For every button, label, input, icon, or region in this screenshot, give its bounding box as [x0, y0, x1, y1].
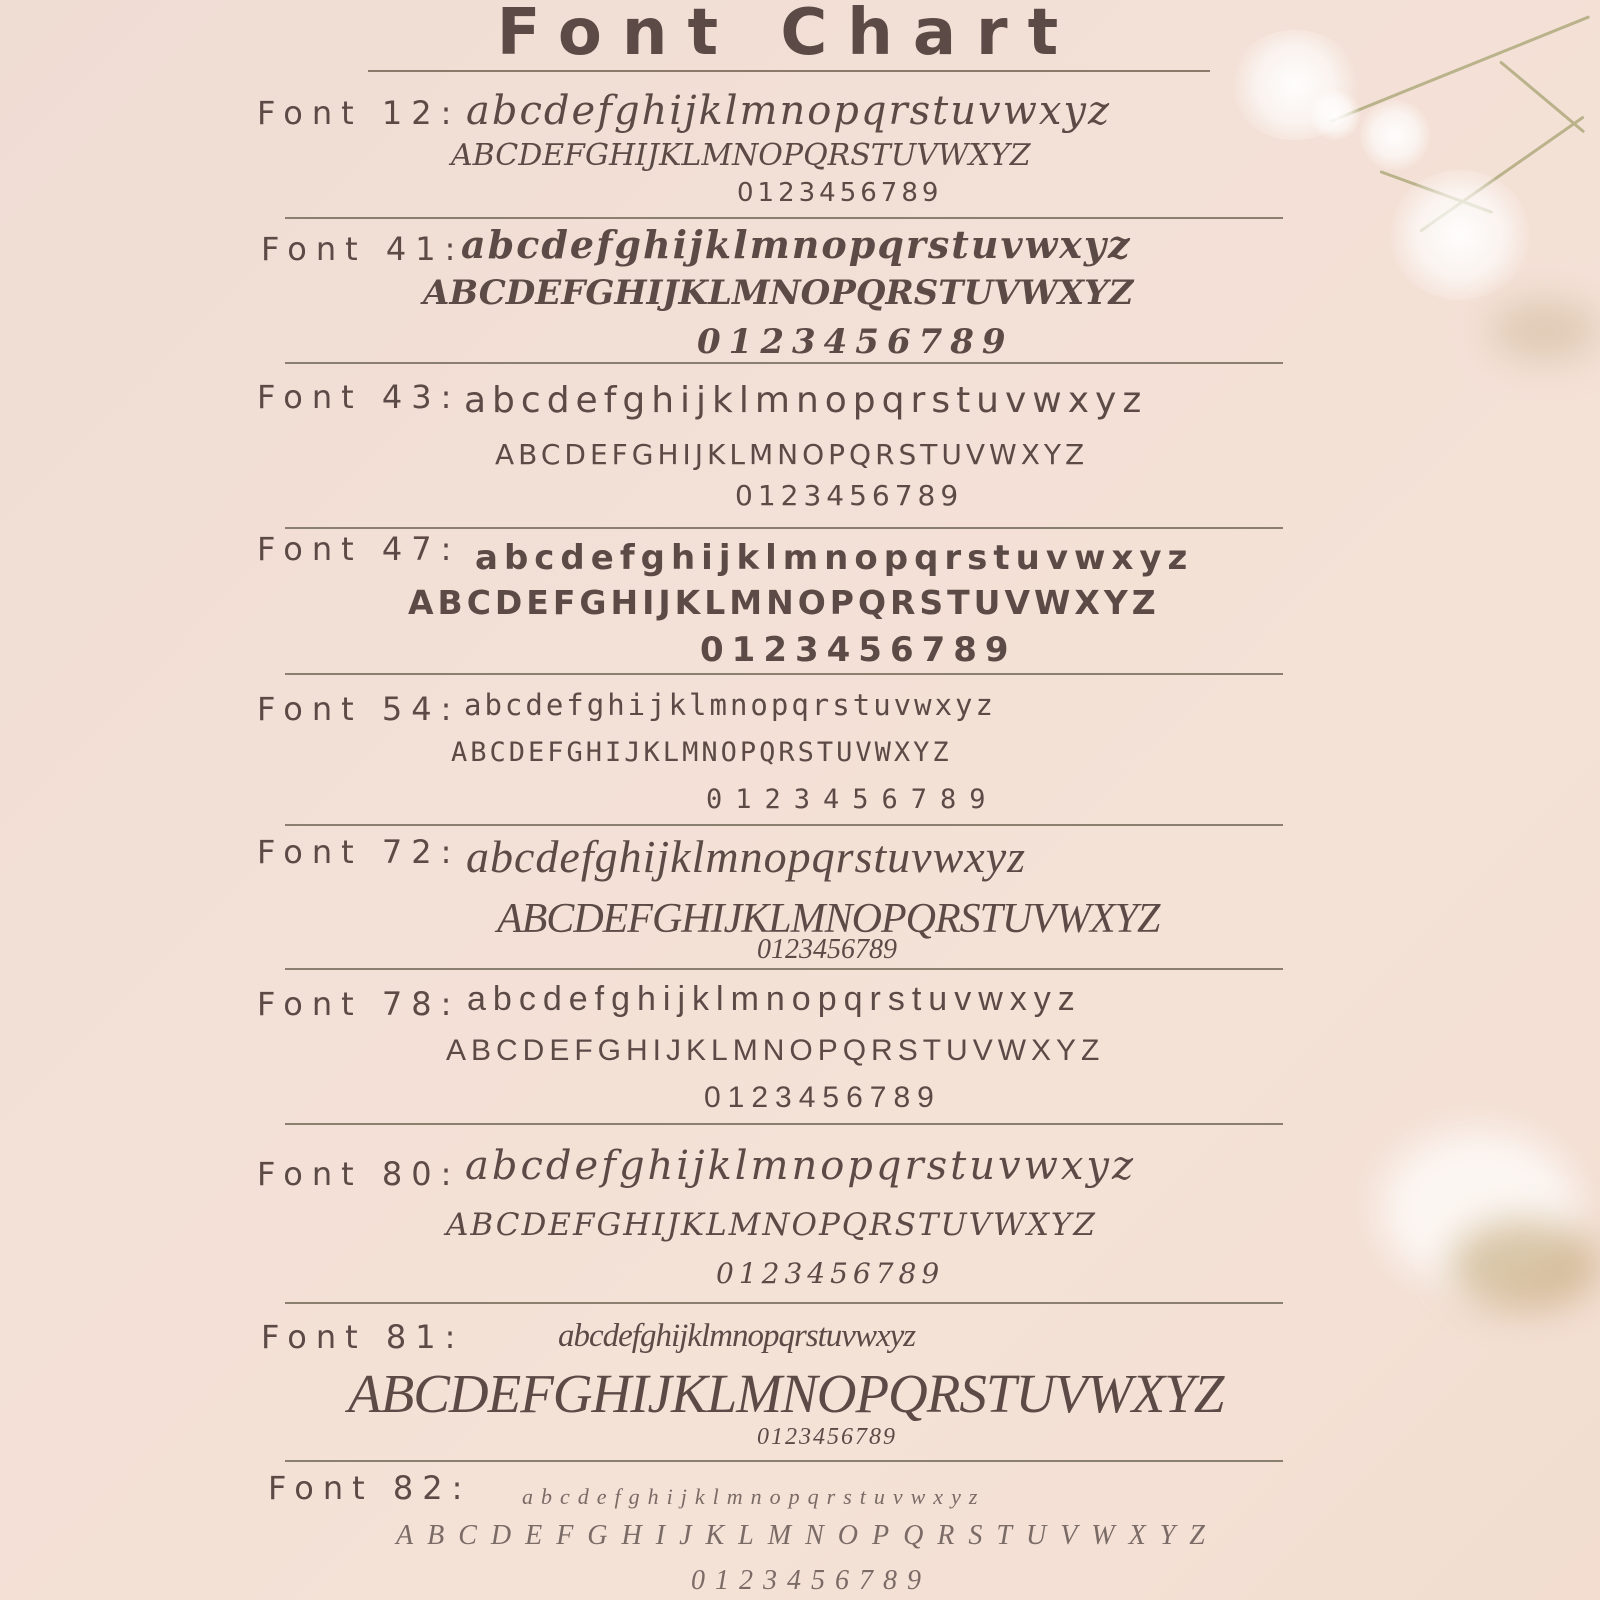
- font-80-digits: 0123456789: [716, 1257, 945, 1290]
- font-label: Font 43:: [257, 378, 461, 416]
- font-label: Font 12:: [257, 94, 461, 132]
- divider: [285, 217, 1283, 219]
- font-label: Font 82:: [268, 1469, 472, 1507]
- divider: [285, 824, 1283, 826]
- font-12-lowercase: abcdefghijklmnopqrstuvwxyz: [466, 88, 1112, 134]
- font-12-digits: 0123456789: [737, 178, 943, 208]
- font-43-lowercase: abcdefghijklmnopqrstuvwxyz: [464, 380, 1148, 421]
- font-43-digits: 0123456789: [735, 479, 964, 512]
- font-label: Font 47:: [257, 530, 461, 568]
- font-54-uppercase: ABCDEFGHIJKLMNOPQRSTUVWXYZ: [451, 737, 952, 768]
- page-title: Font Chart: [496, 0, 1079, 70]
- font-80-uppercase: ABCDEFGHIJKLMNOPQRSTUVWXYZ: [446, 1207, 1097, 1243]
- divider: [285, 362, 1283, 364]
- font-82-digits: 0123456789: [691, 1565, 931, 1596]
- font-label: Font 72:: [257, 833, 461, 871]
- font-54-digits: 0123456789: [706, 784, 999, 815]
- font-47-lowercase: abcdefghijklmnopqrstuvwxyz: [475, 538, 1194, 578]
- divider: [285, 1123, 1283, 1125]
- font-78-digits: 0123456789: [704, 1081, 941, 1114]
- font-82-lowercase: abcdefghijklmnopqrstuvwxyz: [522, 1484, 986, 1509]
- font-43-uppercase: ABCDEFGHIJKLMNOPQRSTUVWXYZ: [495, 438, 1089, 471]
- font-label: Font 54:: [257, 690, 461, 728]
- font-78-uppercase: ABCDEFGHIJKLMNOPQRSTUVWXYZ: [446, 1034, 1105, 1067]
- font-81-lowercase: abcdefghijklmnopqrstuvwxyz: [558, 1318, 916, 1354]
- font-41-uppercase: ABCDEFGHIJKLMNOPQRSTUVWXYZ: [423, 273, 1134, 313]
- font-label: Font 81:: [261, 1318, 465, 1356]
- font-80-lowercase: abcdefghijklmnopqrstuvwxyz: [465, 1143, 1137, 1189]
- font-72-lowercase: abcdefghijklmnopqrstuvwxyz: [466, 831, 1027, 882]
- divider: [285, 527, 1283, 529]
- font-81-digits: 0123456789: [757, 1424, 897, 1450]
- font-47-uppercase: ABCDEFGHIJKLMNOPQRSTUVWXYZ: [408, 583, 1160, 622]
- divider: [285, 673, 1283, 675]
- font-78-lowercase: abcdefghijklmnopqrstuvwxyz: [467, 980, 1082, 1018]
- title-divider: [368, 70, 1210, 72]
- font-12-uppercase: ABCDEFGHIJKLMNOPQRSTUVWXYZ: [451, 138, 1031, 173]
- font-label: Font 41:: [261, 230, 465, 268]
- font-47-digits: 0123456789: [700, 630, 1017, 670]
- font-41-digits: 0123456789: [697, 322, 1014, 362]
- font-label: Font 78:: [257, 985, 461, 1023]
- divider: [285, 1302, 1283, 1304]
- font-41-lowercase: abcdefghijklmnopqrstuvwxyz: [461, 222, 1132, 267]
- divider: [285, 1460, 1283, 1462]
- font-label: Font 80:: [257, 1155, 461, 1193]
- divider: [285, 968, 1283, 970]
- font-82-uppercase: ABCDEFGHIJKLMNOPQRSTUVWXYZ: [396, 1520, 1219, 1551]
- font-72-uppercase: ABCDEFGHIJKLMNOPQRSTUVWXYZ: [497, 896, 1160, 942]
- font-72-digits: 0123456789: [757, 934, 897, 965]
- font-81-uppercase: ABCDEFGHIJKLMNOPQRSTUVWXYZ: [348, 1363, 1224, 1424]
- font-54-lowercase: abcdefghijklmnopqrstuvwxyz: [464, 688, 996, 722]
